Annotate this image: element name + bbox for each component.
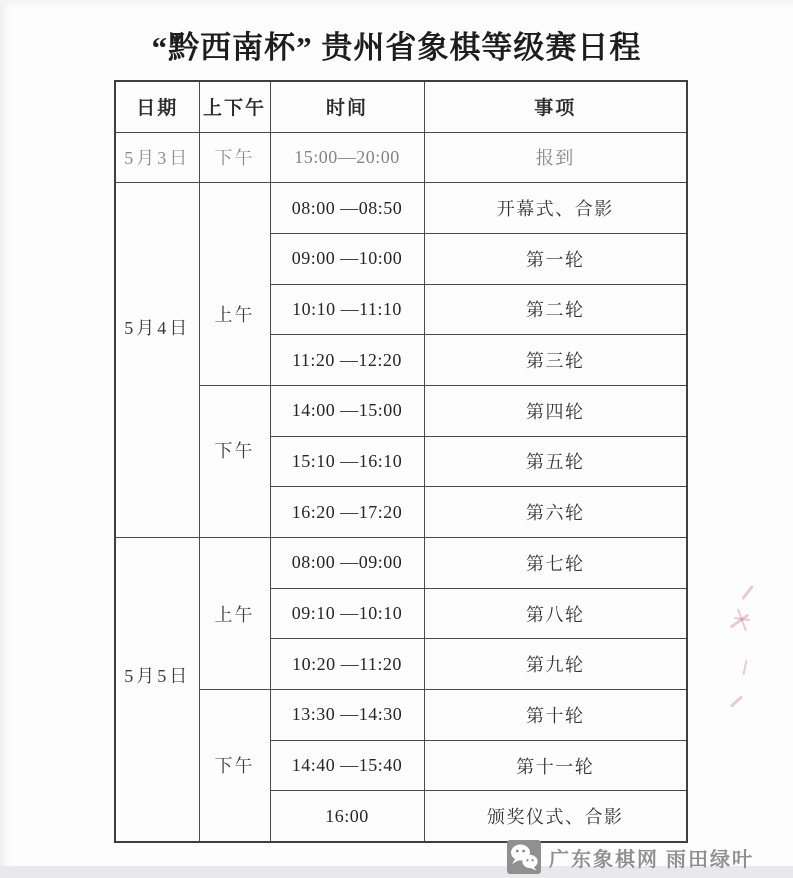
time-cell: 11:20 —12:20 <box>270 335 424 386</box>
time-cell: 14:40 —15:40 <box>270 740 424 791</box>
date-cell: 5月3日 <box>115 132 199 183</box>
time-cell: 10:10 —11:10 <box>270 284 424 335</box>
table-row <box>115 132 687 183</box>
time-cell: 10:20 —11:20 <box>270 639 424 690</box>
col-header-time: 时间 <box>270 81 424 132</box>
time-cell: 13:30 —14:30 <box>270 690 424 741</box>
event-cell: 第七轮 <box>424 538 687 589</box>
event-cell: 第十一轮 <box>424 740 687 791</box>
col-header-session: 上下午 <box>199 81 270 132</box>
schedule-table <box>114 80 688 843</box>
ink-mark <box>742 660 747 675</box>
table-row <box>115 183 687 234</box>
session-cell: 上午 <box>199 183 270 386</box>
time-cell: 14:00 —15:00 <box>270 385 424 436</box>
table-row <box>115 385 687 436</box>
scan-edge-shade <box>0 0 10 878</box>
session-cell: 下午 <box>199 385 270 537</box>
time-cell: 16:20 —17:20 <box>270 487 424 538</box>
wechat-icon <box>507 840 541 874</box>
header-row <box>115 81 687 132</box>
time-cell: 15:10 —16:10 <box>270 436 424 487</box>
time-cell: 09:10 —10:10 <box>270 588 424 639</box>
time-cell: 08:00 —09:00 <box>270 538 424 589</box>
scan-edge-shade <box>0 0 793 8</box>
col-header-date: 日期 <box>115 81 199 132</box>
event-cell: 第五轮 <box>424 436 687 487</box>
event-cell: 第四轮 <box>424 385 687 436</box>
session-cell: 上午 <box>199 538 270 690</box>
event-cell: 报到 <box>424 132 687 183</box>
page-title: “黔西南杯” 贵州省象棋等级赛日程 <box>151 30 642 65</box>
time-cell: 08:00 —08:50 <box>270 183 424 234</box>
event-cell: 开幕式、合影 <box>424 183 687 234</box>
session-cell: 下午 <box>199 690 270 842</box>
time-cell: 15:00—20:00 <box>270 132 424 183</box>
session-cell: 下午 <box>199 132 270 183</box>
ink-mark <box>741 585 754 600</box>
event-cell: 第九轮 <box>424 639 687 690</box>
watermark <box>507 840 754 874</box>
time-cell: 16:00 <box>270 791 424 842</box>
watermark-text: 广东象棋网 雨田绿叶 <box>549 848 754 871</box>
event-cell: 第六轮 <box>424 487 687 538</box>
event-cell: 第三轮 <box>424 335 687 386</box>
table-row <box>115 690 687 741</box>
event-cell: 第十轮 <box>424 690 687 741</box>
date-cell: 5月5日 <box>115 538 199 842</box>
col-header-event: 事项 <box>424 81 687 132</box>
event-cell: 第八轮 <box>424 588 687 639</box>
time-cell: 09:00 —10:00 <box>270 233 424 284</box>
table-row <box>115 538 687 589</box>
event-cell: 第一轮 <box>424 233 687 284</box>
event-cell: 第二轮 <box>424 284 687 335</box>
event-cell: 颁奖仪式、合影 <box>424 791 687 842</box>
date-cell: 5月4日 <box>115 183 199 538</box>
ink-mark <box>730 695 743 707</box>
